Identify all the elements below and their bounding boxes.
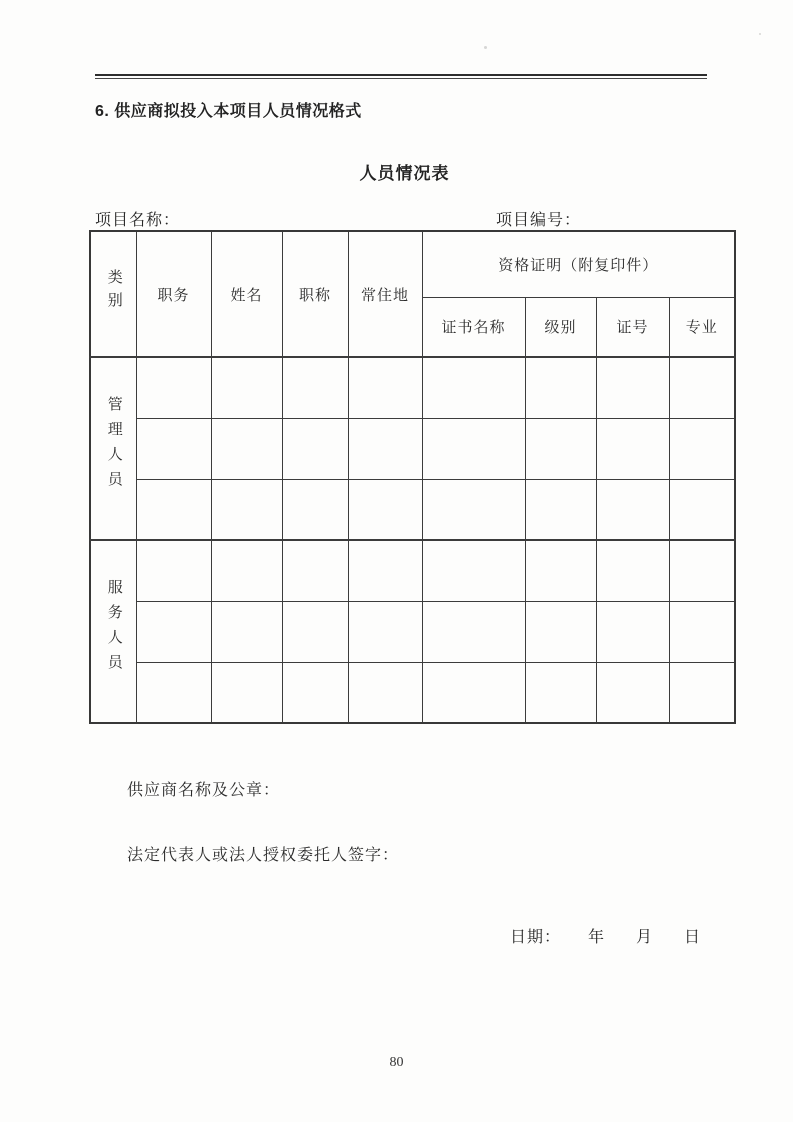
table-cell xyxy=(669,540,735,601)
table-cell xyxy=(136,662,211,723)
table-cell xyxy=(525,540,596,601)
table-cell xyxy=(422,601,525,662)
table-cell xyxy=(596,662,669,723)
table-cell xyxy=(136,357,211,418)
table-cell xyxy=(596,418,669,479)
table-cell xyxy=(596,601,669,662)
table-cell xyxy=(669,357,735,418)
col-header-name: 姓名 xyxy=(211,231,282,357)
table-cell xyxy=(282,601,348,662)
table-cell xyxy=(596,540,669,601)
col-header-cert-no: 证号 xyxy=(596,297,669,357)
table-cell xyxy=(422,357,525,418)
date-year-label: 年 xyxy=(588,929,606,946)
table-cell xyxy=(211,357,282,418)
header-rule xyxy=(95,74,707,79)
col-header-position: 职务 xyxy=(136,231,211,357)
table-cell xyxy=(669,662,735,723)
col-header-residence: 常住地 xyxy=(348,231,422,357)
col-header-category xyxy=(90,231,136,357)
table-cell xyxy=(525,357,596,418)
table-cell xyxy=(282,479,348,540)
table-cell xyxy=(136,418,211,479)
table-cell xyxy=(348,357,422,418)
table-cell xyxy=(211,601,282,662)
table-cell xyxy=(348,662,422,723)
table-cell xyxy=(282,357,348,418)
col-header-qualification-group: 资格证明（附复印件） xyxy=(422,231,735,297)
table-cell xyxy=(525,601,596,662)
table-cell xyxy=(422,418,525,479)
table-cell xyxy=(669,479,735,540)
table-cell xyxy=(669,601,735,662)
category-label: 类别 xyxy=(105,268,122,315)
project-number-label: 项目编号： xyxy=(496,212,582,229)
table-cell xyxy=(282,540,348,601)
section-heading: 6. 供应商拟投入本项目人员情况格式 xyxy=(95,103,362,120)
date-month-label: 月 xyxy=(636,929,654,946)
table-cell xyxy=(348,418,422,479)
table-cell xyxy=(525,418,596,479)
col-header-cert-level: 级别 xyxy=(525,297,596,357)
table-cell xyxy=(422,540,525,601)
table-cell xyxy=(596,357,669,418)
table-cell xyxy=(348,601,422,662)
page-number: 80 xyxy=(389,1055,404,1070)
table-cell xyxy=(525,479,596,540)
legal-representative-signature-label: 法定代表人或法人授权委托人签字： xyxy=(127,847,400,864)
table-cell xyxy=(348,479,422,540)
group-label-management: 管理人员 xyxy=(90,357,136,540)
table-cell xyxy=(211,479,282,540)
table-cell xyxy=(136,601,211,662)
project-name-label: 项目名称： xyxy=(95,212,181,229)
table-cell xyxy=(422,662,525,723)
col-header-title: 职称 xyxy=(282,231,348,357)
table-cell xyxy=(282,662,348,723)
table-cell xyxy=(211,418,282,479)
table-cell xyxy=(136,479,211,540)
table-cell xyxy=(282,418,348,479)
table-cell xyxy=(211,540,282,601)
date-day-label: 日 xyxy=(684,929,702,946)
table-title: 人员情况表 xyxy=(359,164,450,183)
col-header-cert-major: 专业 xyxy=(669,297,735,357)
personnel-table xyxy=(89,230,736,724)
col-header-cert-name: 证书名称 xyxy=(422,297,525,357)
table-cell xyxy=(525,662,596,723)
scan-speck xyxy=(484,46,487,49)
table-cell xyxy=(669,418,735,479)
table-cell xyxy=(136,540,211,601)
table-cell xyxy=(211,662,282,723)
scan-speck xyxy=(759,33,761,35)
date-label: 日期： xyxy=(510,929,562,946)
group-label-service: 服务人员 xyxy=(90,540,136,723)
table-cell xyxy=(348,540,422,601)
supplier-seal-label: 供应商名称及公章： xyxy=(127,782,281,799)
table-cell xyxy=(422,479,525,540)
table-cell xyxy=(596,479,669,540)
